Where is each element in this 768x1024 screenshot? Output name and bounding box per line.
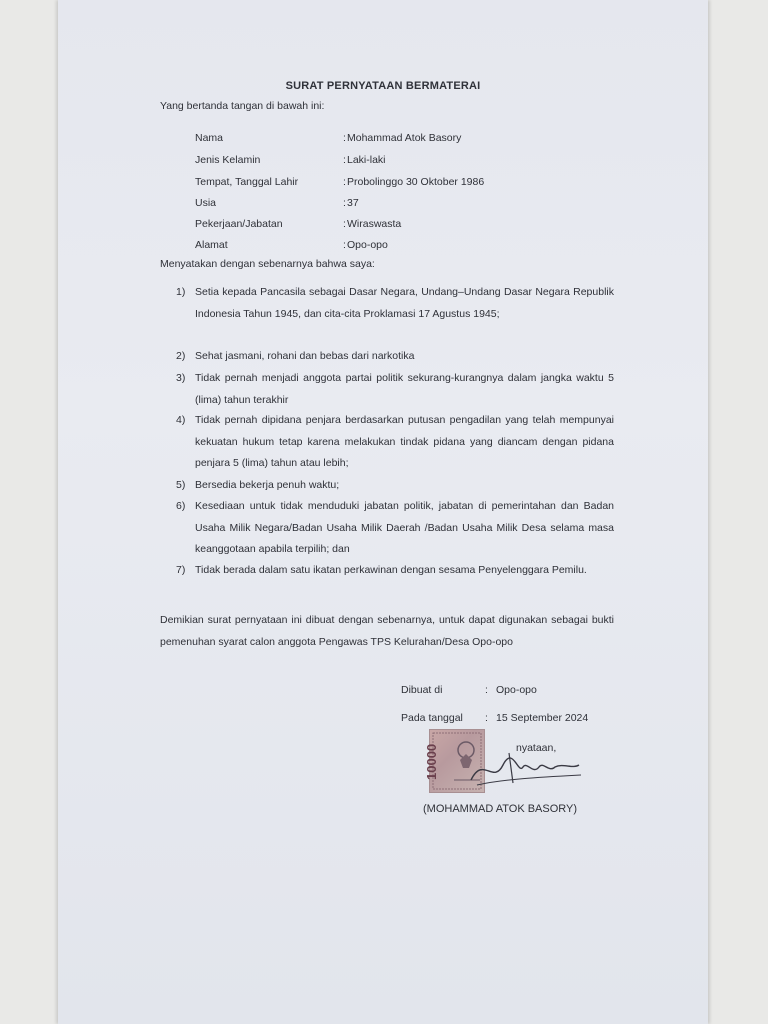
identity-label: Jenis Kelamin — [195, 154, 261, 166]
identity-value: Wiraswasta — [347, 218, 402, 230]
place-label: Dibuat di — [401, 684, 443, 696]
identity-label: Tempat, Tanggal Lahir — [195, 176, 299, 188]
identity-label: Alamat — [195, 239, 228, 251]
document-title: SURAT PERNYATAAN BERMATERAI — [285, 80, 481, 92]
identity-label: Nama — [195, 132, 224, 144]
date-value: 15 September 2024 — [496, 712, 589, 724]
identity-value: 37 — [347, 197, 359, 209]
date-label: Pada tanggal — [401, 712, 463, 724]
place-value: Opo-opo — [496, 684, 537, 696]
signer-name: (MOHAMMAD ATOK BASORY) — [423, 803, 578, 815]
identity-value: Mohammad Atok Basory — [347, 132, 462, 144]
statement-label: nyataan, — [516, 742, 557, 754]
identity-value: Laki-laki — [347, 154, 386, 166]
intro-text: Yang bertanda tangan di bawah ini: — [160, 100, 325, 112]
identity-label: Usia — [195, 197, 217, 209]
statement-intro: Menyatakan dengan sebenarnya bahwa saya: — [160, 258, 375, 270]
stamp-value: 10000 — [424, 743, 439, 780]
document-page: SURAT PERNYATAAN BERMATERAI Yang bertanda tangan di bawah ini: Nama : Mohammad Atok Basory Jenis Kelamin : Laki-laki Tempat, Tanggal Lahir : Probolinggo 30 Oktober 1986 Usia : 37 Pekerjaan/Jabatan : Wiraswasta Alamat : Opo-opo Menyatakan dengan sebenarnya bahwa saya: 1) Setia kepada Pancasila sebagai Dasar Negara, Undang–Undang Dasar Negara Republik Indonesia Tahun 1945, dan cita-cita Proklamasi 17 Agustus 1945; 2) Sehat jasmani, rohani dan bebas dari narkotika 3) Tidak pernah menjadi anggota partai politik sekurang-kurangnya dalam jangka waktu 5 (lima) tahun terakhir 4) Tidak pernah dipidana penjara berdasarkan putusan pengadilan yang telah mempunyai kekuatan hukum tetap karena melakukan tindak pidana yang diancam dengan pidana penjara 5 (lima) tahun atau lebih; 5) Bersedia bekerja penuh waktu; 6) Kesediaan untuk tidak menduduki jabatan politik, jabatan di pemerintahan dan Badan Usaha Milik Negara/Badan Usaha Milik Daerah /Badan Usaha Milik Desa selama masa keanggotaan apabila terpilih; dan 7) Tidak berada dalam satu ikatan perkawinan dengan sesama Penyelenggara Pemilu. Demikian surat pernyataan ini dibuat dengan sebenarnya, untuk dapat digunakan sebagai bukti pemenuhan syarat calon anggota Pengawas TPS Kelurahan/Desa Opo-opo Dibuat di : Opo-opo Pada tanggal : 15 September 2024 nyataan, 10000 (MOHAMMAD ATOK BASORY) — [58, 0, 708, 1024]
handwritten-signature — [463, 745, 583, 795]
identity-value: Probolinggo 30 Oktober 1986 — [347, 176, 485, 188]
identity-label: Pekerjaan/Jabatan — [195, 218, 283, 230]
identity-value: Opo-opo — [347, 239, 388, 251]
closing-paragraph: Demikian surat pernyataan ini dibuat dengan sebenarnya, untuk dapat digunakan sebagai bukti pemenuhan syarat calon anggota Pengawas TPS Kelurahan/Desa Opo-opo — [160, 614, 614, 648]
